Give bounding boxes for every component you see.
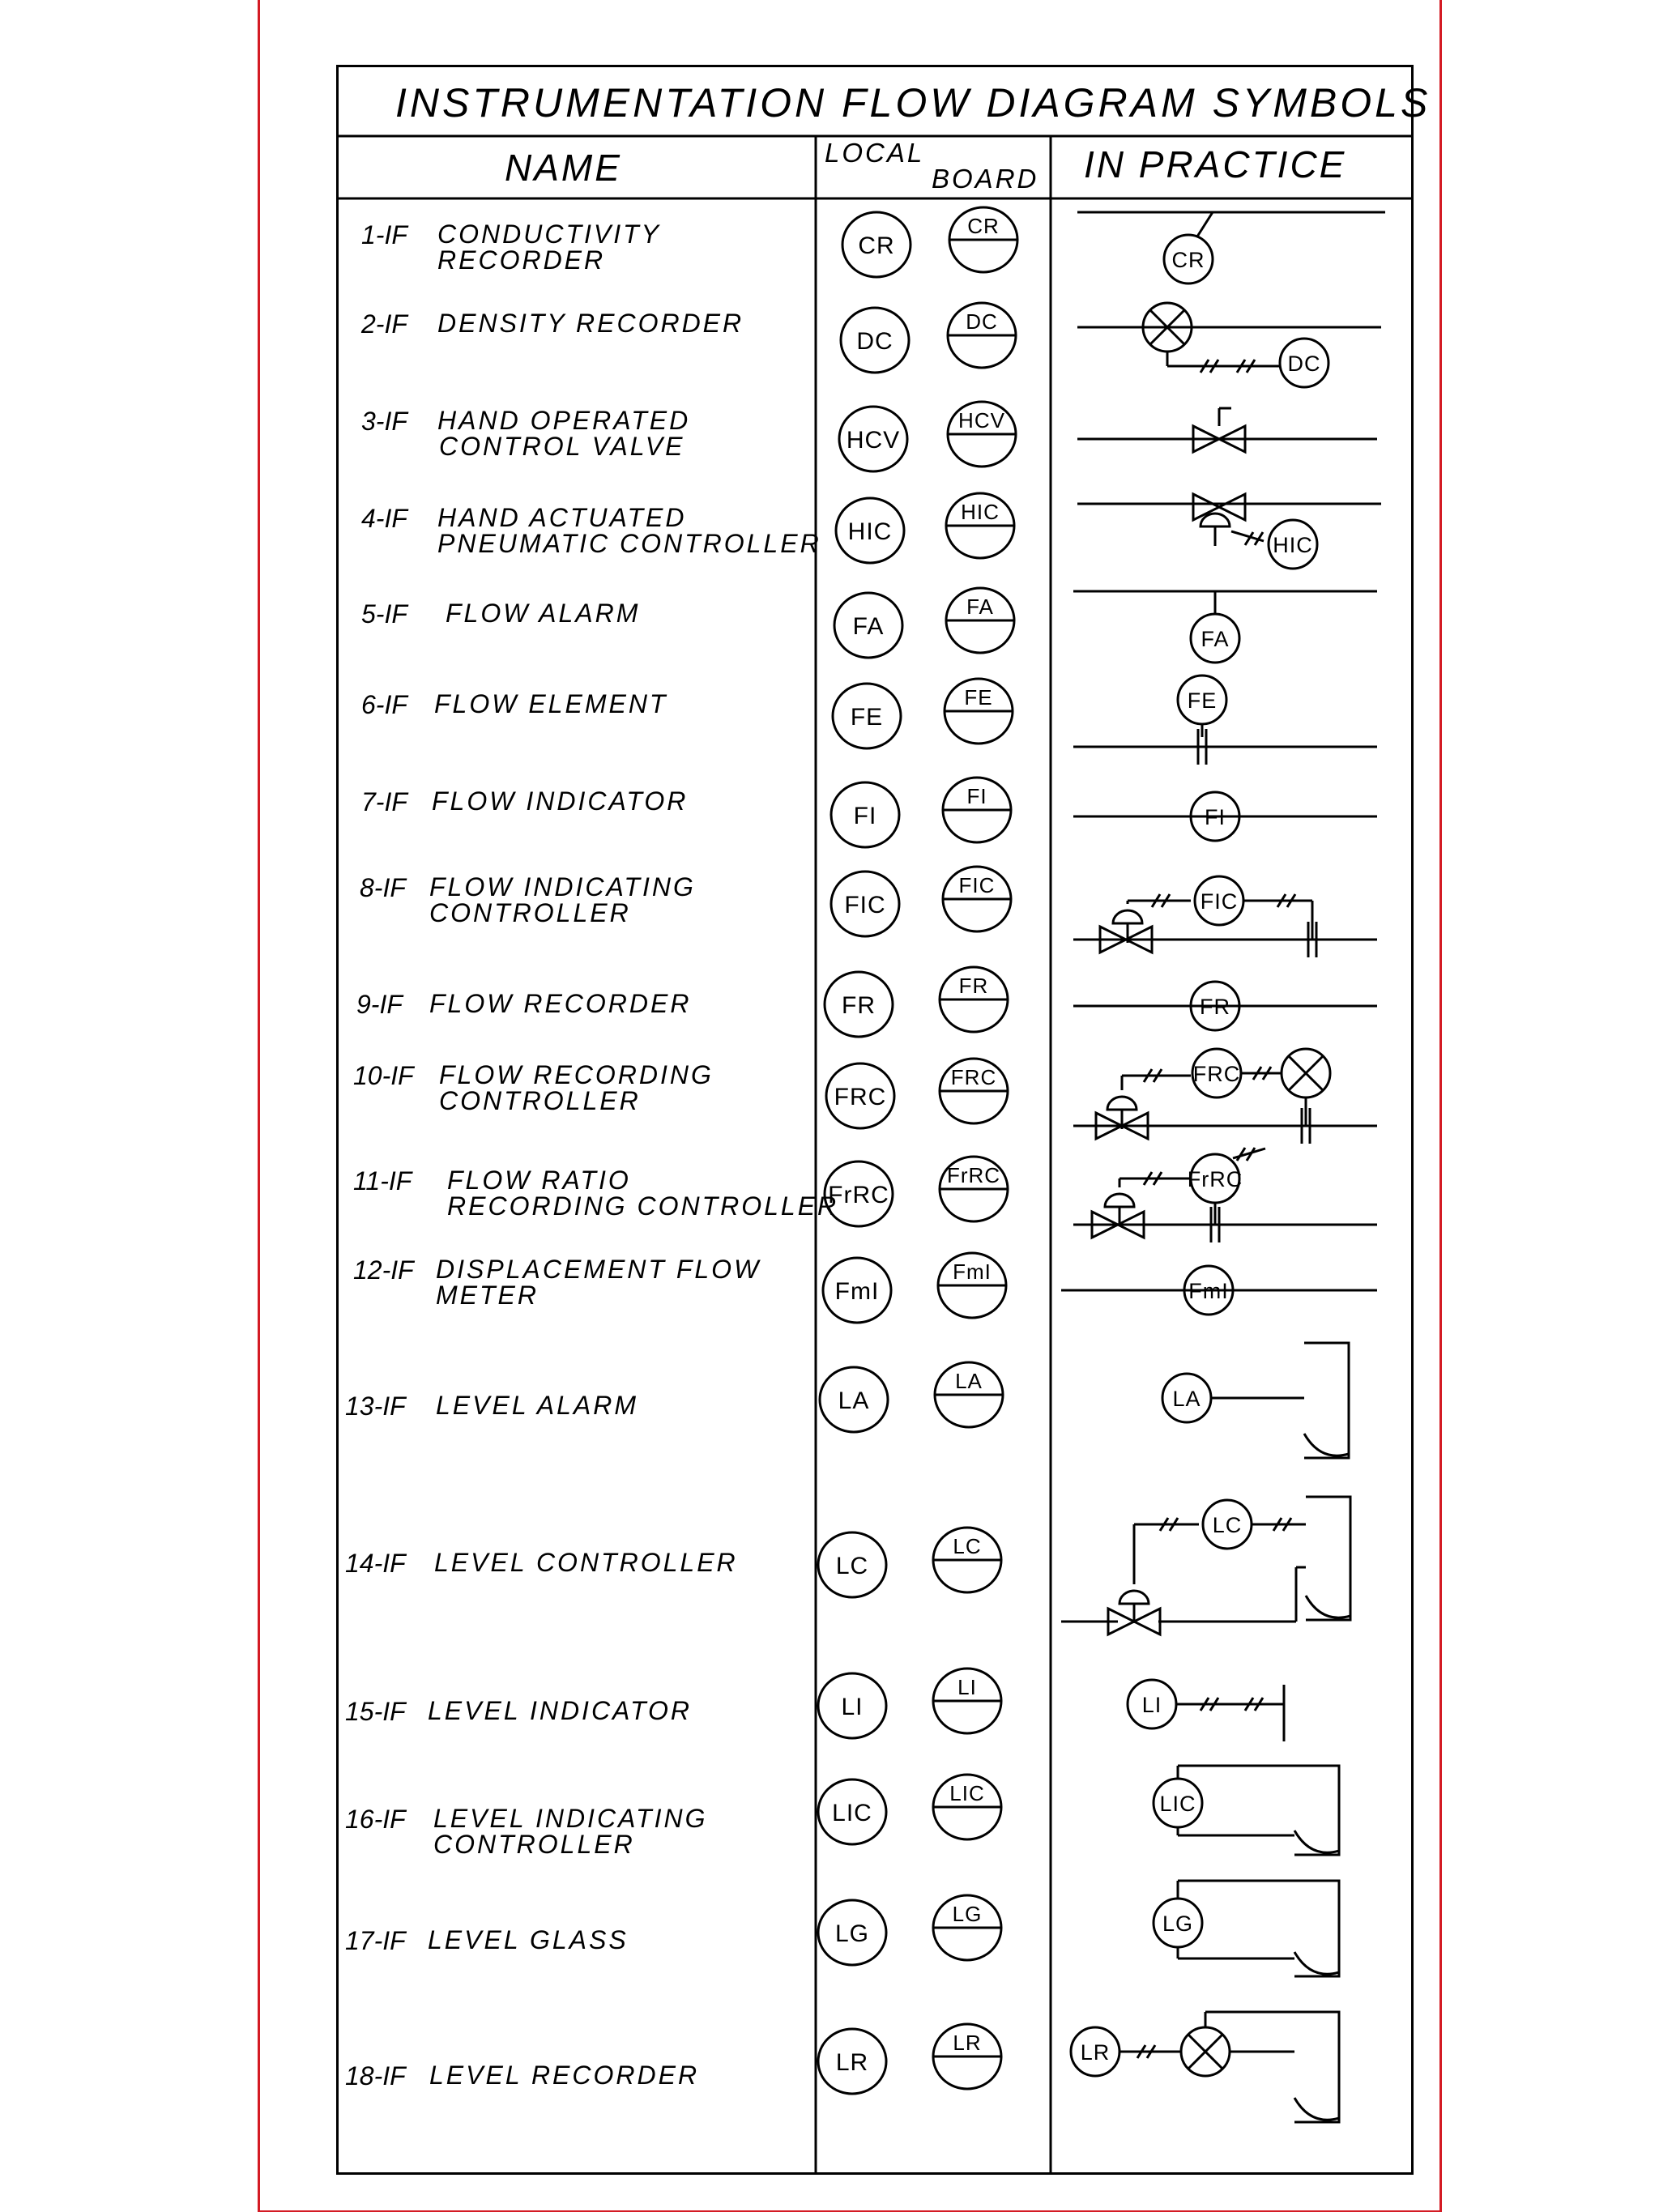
row-number: 1-IF [361,220,407,249]
local-symbol-code: FA [852,613,885,640]
local-symbol-code: LC [835,1553,869,1579]
practice-bubble-code: FmI [1188,1279,1229,1303]
practice-bubble-code: FI [1205,805,1226,829]
row-name-line1: CONDUCTIVITY [437,219,661,249]
row-number: 4-IF [361,504,407,533]
practice-bubble-code: LG [1162,1912,1194,1936]
local-symbol-code: LIC [832,1800,872,1826]
local-symbol-code: CR [858,232,895,259]
local-symbol-code: LI [841,1694,864,1720]
row-number: 9-IF [356,990,403,1019]
row-number: 12-IF [353,1255,414,1285]
local-symbol-code: FRC [834,1084,887,1110]
row-name-line1: FLOW INDICATING [429,872,696,901]
vessel-icon [1304,1343,1349,1458]
row-number: 15-IF [345,1697,406,1726]
vessel-icon-bottom [1294,1952,1339,1974]
practice-bubble-code: LIC [1159,1792,1196,1816]
header-board: BOARD [932,164,1039,194]
local-symbol-code: LA [838,1387,870,1414]
practice-bubble-code: LC [1212,1513,1243,1537]
practice-bubble-code: LI [1141,1693,1162,1717]
row-number: 10-IF [353,1061,414,1090]
local-symbol-code: FIC [844,892,886,918]
board-symbol-code: LG [952,1902,983,1926]
valve-icon [1193,494,1245,520]
board-symbol-code: HIC [961,500,1000,524]
board-symbol-code: FI [966,784,987,808]
row-name-line1: FLOW RECORDER [429,989,692,1018]
row-number: 8-IF [360,873,406,902]
practice-bubble-code: CR [1171,248,1205,272]
practice-bubble-code: FA [1201,627,1230,651]
actuator-icon [1105,1194,1134,1207]
local-symbol-code: FE [850,704,884,731]
row-name-line1: FLOW ELEMENT [434,689,668,718]
board-symbol-code: FE [964,685,993,710]
process-line [1197,212,1213,237]
row-name-line1: LEVEL GLASS [428,1925,629,1954]
row-name-line1: FLOW RATIO [447,1166,631,1195]
local-symbol-code: FmI [834,1278,880,1305]
vessel-icon-bottom [1304,1434,1349,1455]
row-name-line1: LEVEL CONTROLLER [434,1548,738,1577]
row-name-line1: LEVEL RECORDER [429,2061,700,2090]
row-name-line1: FLOW INDICATOR [432,786,689,816]
row-name-line1: LEVEL INDICATING [433,1804,708,1833]
board-symbol-code: FRC [950,1065,997,1089]
actuator-icon [1120,1591,1149,1604]
row-number: 13-IF [345,1392,406,1421]
board-symbol-code: LA [955,1369,983,1393]
page-title: INSTRUMENTATION FLOW DIAGRAM SYMBOLS [395,80,1431,126]
row-name-line2: CONTROLLER [433,1830,635,1859]
board-symbol-code: FIC [958,873,996,897]
actuator-icon [1107,1097,1137,1110]
board-symbol-code: HCV [958,408,1005,433]
local-symbol-code: LR [835,2049,869,2076]
row-name-line2: RECORDER [437,245,606,275]
row-number: 6-IF [361,690,407,719]
row-name-line1: LEVEL INDICATOR [428,1696,692,1725]
board-symbol-code: FR [958,974,989,998]
practice-bubble-code: LR [1080,2040,1111,2065]
row-number: 2-IF [361,309,407,339]
local-symbol-code: HCV [846,427,901,454]
board-symbol-code: CR [967,214,1000,238]
actuator-icon [1113,910,1142,923]
practice-bubble-code: LA [1172,1387,1201,1411]
row-name-line1: FLOW RECORDING [439,1060,714,1089]
vessel-icon-bottom [1306,1596,1350,1617]
row-number: 7-IF [361,787,407,816]
row-name-line1: DISPLACEMENT FLOW [436,1255,761,1284]
row-name-line1: FLOW ALARM [446,599,641,628]
practice-bubble-code: FRC [1192,1062,1241,1086]
row-name-line2: PNEUMATIC CONTROLLER [437,529,821,558]
board-symbol-code: LI [957,1675,977,1699]
practice-bubble-code: FrRC [1187,1167,1243,1191]
local-symbol-code: FrRC [828,1182,889,1208]
header-in-practice: IN PRACTICE [1084,143,1347,185]
vessel-icon-bottom [1294,2098,1339,2120]
board-symbol-code: LIC [949,1781,985,1805]
local-symbol-code: HIC [847,518,893,545]
local-symbol-code: LG [834,1920,870,1947]
board-symbol-code: DC [966,309,998,334]
practice-bubble-code: FIC [1200,889,1239,914]
row-name-line1: HAND ACTUATED [437,503,687,532]
row-number: 17-IF [345,1926,406,1955]
practice-bubble-code: FE [1187,688,1218,713]
row-name-line2: CONTROLLER [429,898,631,927]
board-symbol-code: FmI [953,1259,992,1284]
practice-bubble-code: FR [1200,995,1230,1019]
board-symbol-code: FrRC [946,1163,1001,1187]
header-local: LOCAL [825,138,925,168]
row-name-line1: DENSITY RECORDER [437,309,744,338]
row-name-line2: RECORDING CONTROLLER [447,1191,839,1221]
row-name-line2: CONTROLLER [439,1086,641,1115]
row-name-line2: CONTROL VALVE [439,432,685,461]
row-number: 3-IF [361,407,407,436]
row-name-line1: LEVEL ALARM [436,1391,638,1420]
vessel-icon-bottom [1294,1831,1339,1852]
board-symbol-code: LC [953,1534,982,1558]
board-symbol-code: FA [966,595,994,619]
row-number: 18-IF [345,2061,406,2091]
header-name: NAME [505,147,622,189]
local-symbol-code: FI [853,803,877,829]
vessel-icon [1306,1497,1350,1620]
local-symbol-code: DC [856,328,893,355]
local-symbol-code: FR [842,992,876,1019]
row-number: 11-IF [353,1166,412,1196]
row-name-line2: METER [436,1281,539,1310]
board-symbol-code: LR [953,2031,982,2055]
row-name-line1: HAND OPERATED [437,406,691,435]
row-number: 5-IF [361,599,407,629]
practice-bubble-code: HIC [1273,533,1313,557]
row-number: 14-IF [345,1549,406,1578]
row-number: 16-IF [345,1805,406,1834]
practice-bubble-code: DC [1287,352,1321,376]
